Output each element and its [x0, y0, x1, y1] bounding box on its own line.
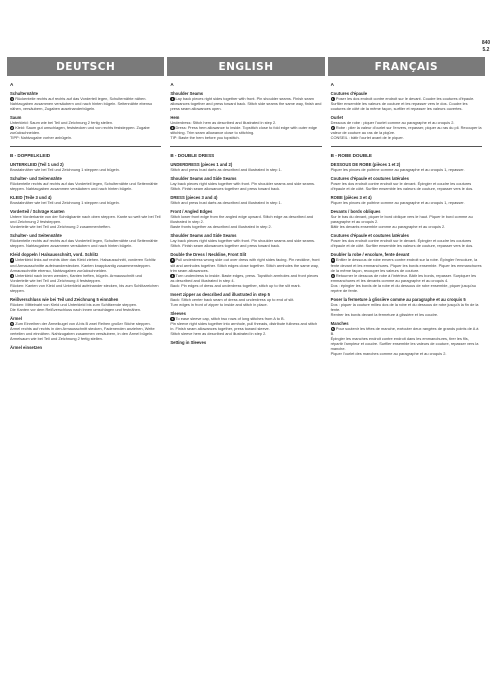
instruction-paragraph	[331, 125, 482, 135]
instruction-paragraph	[170, 135, 321, 140]
step-number-badge: 4	[331, 273, 334, 278]
step-heading: Setting in Sleeves	[170, 339, 207, 345]
step-heading: Ärmel einsetzen	[10, 344, 43, 350]
step-heading: Kleid doppeln / Halsausschnitt, vord. Schlitz	[10, 252, 99, 258]
step-heading: Shoulder Seams and Side Seams	[170, 176, 237, 182]
step-number-badge: 3	[331, 258, 334, 263]
paragraph-text: Pour soutenir les têtes de manche, exécuter deux rangées de grands points de A à B.	[330, 325, 479, 336]
step-heading: Devants / bords obliques	[330, 209, 381, 215]
paragraph-text: CONSEIL : bâtir l'ourlet avant de le piquer.	[330, 135, 404, 141]
paragraph-text: Dress: Press hem allowance to inside. Topstitch close to fold edge with outer edge stitching. Trim seam allowance close to stitching.	[170, 125, 318, 136]
step-number-badge: 4	[11, 273, 13, 278]
instruction-paragraph	[331, 283, 482, 293]
paragraph-text: Baste fronts together as described and illustrated in step 2.	[170, 224, 272, 230]
paragraph-text: Stitch and press bust darts as described and illustrated in step 1.	[170, 200, 282, 206]
paragraph-text: Épingler les manches endroit contre endroit dans les emmanchures, tirer les fils, répartir l'ampleur et coudre. Surfiler ensemble les valeurs de couture, repasser vers la manche.	[330, 335, 479, 351]
instruction-paragraph	[170, 181, 321, 191]
instruction-paragraph	[331, 302, 482, 312]
instruction-paragraph	[170, 238, 321, 248]
step-heading: Reißverschluss wie bei Teil und Zeichnung 5 einnähen	[10, 296, 119, 302]
instruction-paragraph	[10, 283, 161, 293]
paragraph-text: Poser les dos endroit contre endroit sur le devant. Épingler et coudre les coutures d'épaule et de côté. Surfiler ensemble les valeurs de couture, repasser vers le dos.	[330, 181, 474, 192]
instruction-paragraph	[170, 96, 321, 111]
paragraph-text: Rentrer les bords devant la fermeture à glissière et les coudre.	[330, 311, 439, 317]
section-divider	[331, 146, 482, 147]
paragraph-text: Dos : épingler les bords de la robe et du dessous de robe ensemble, piquer jusqu'au repère de fente.	[330, 282, 476, 293]
paragraph-text: Stitch lower front edge from the angled edge upward. Stitch edge as described and illustrated in step 2.	[170, 214, 314, 225]
instruction-paragraph	[331, 96, 482, 111]
instruction-paragraph	[170, 283, 321, 288]
instruction-paragraph	[331, 257, 482, 272]
paragraph-text: Back: Stitch center back seam of dress and underdress up to end of slit.	[170, 296, 295, 302]
paragraph-text: Stitch sleeve hem as described and illustrated in step 2.	[170, 330, 267, 336]
instruction-paragraph	[331, 336, 482, 351]
step-heading: UNDERDRESS (pieces 1 and 2)	[170, 162, 233, 168]
instruction-paragraph	[170, 331, 321, 336]
paragraph-text: Unterkleid links auf rechts über das Kleid ziehen. Halsausschnitt, vorderen Schlitz und Armausschnitte aufeinanderstecken. Kanten knappkantig zusammensteppen. Armausschnitte ebenso, Nahtzugaben zurückschneiden.	[10, 257, 156, 273]
paragraph-text: Rückenteile rechts auf rechts auf das Vorderteil legen, Schulternähte nähen. Nahtzugaben zusammen versäubern und nach hinten bügeln. Seitennähte ebenso nähen, versäubern, Zugaben auseinanderbügeln.	[10, 96, 153, 112]
paragraph-text: Robe : plier la valeur d'ourlet sur l'envers, repasser, piquer au ras du pli. Recouper la valeur de couture au ras de la piqûre.	[330, 125, 482, 136]
paragraph-text: Piquer les pinces de poitrine comme au paragraphe et au croquis 1, repasser.	[330, 200, 465, 206]
instruction-paragraph	[10, 96, 161, 111]
step-heading: Schulternähte	[10, 91, 38, 96]
step-heading: Shoulder Seams and Side Seams	[170, 233, 237, 239]
step-heading: Coutures d'épaule et coutures latérales	[330, 233, 409, 239]
paragraph-text: Pull underdress wrong side out over dress with right sides facing. Pin neckline, front slit and armholes together. Stitch edges close together. Stitch armholes the same way, trim seam allowances.	[170, 257, 320, 273]
paragraph-text: Piquer l'ourlet des manches comme au paragraphe et au croquis 2.	[330, 350, 447, 356]
step-heading: Insert zipper as described and illustrated in step 5	[170, 291, 270, 297]
step-number-badge: 1	[171, 97, 174, 101]
step-heading: Coutures d'épaule et coutures latérales	[330, 176, 409, 182]
step-heading: Hem	[170, 115, 180, 121]
paragraph-text: Poser les dos endroit contre endroit sur le devant. Coudre les coutures d'épaule. Surfiler ensemble les valeurs de couture et les repasser vers le dos. Coudre les coutures de côté de la même façon, surfiler et repasser les valeurs ouvertes.	[330, 96, 475, 112]
step-heading: Doubler la robe / encolure, fente devant	[330, 252, 410, 258]
step-number-badge: 3	[11, 258, 13, 263]
step-heading: Shoulder Seams	[170, 91, 204, 96]
paragraph-text: Poser les dos endroit contre endroit sur le devant. Épingler et coudre les coutures d'épaule et de côté. Surfiler ensemble les valeurs de couture, repasser vers le dos.	[330, 238, 474, 249]
instruction-paragraph	[10, 257, 161, 272]
paragraph-text: Kleid: Saum gut umschlagen, feststecken und von rechts feststeppen. Zugabe zurückschneiden.	[10, 125, 150, 136]
instruction-paragraph	[170, 200, 321, 205]
step-heading: UNTERKLEID (Teil 1 und 2)	[10, 162, 64, 168]
instruction-paragraph	[10, 326, 161, 336]
instruction-paragraph	[10, 125, 161, 135]
paragraph-text: Pin sleeve right sides together into armhole, pull threads, distribute fullness and stitch in. Finish seam allowances together, press toward sleeve.	[170, 320, 318, 331]
instruction-paragraph	[170, 125, 321, 135]
paragraph-text: Underdress: Stitch hem as described and illustrated in step 2.	[170, 120, 277, 126]
step-heading: DESSOUS DE ROBE (pièces 1 et 2)	[330, 162, 401, 168]
paragraph-text: Stitch and press bust darts as described and illustrated in step 1.	[170, 167, 282, 173]
paragraph-text: Dos : piquer la couture milieu dos de la robe et du dessous de robe jusqu'à la fin de la fente.	[330, 301, 479, 312]
paragraph-text: Ärmelsaum wie bei Teil und Zeichnung 2 fertig stellen.	[10, 335, 103, 341]
paragraph-text: Dessous de robe : piquer l'ourlet comme au paragraphe et au croquis 2.	[330, 120, 455, 126]
instruction-paragraph	[10, 214, 161, 224]
section-label: B - DOPPELKLEID	[10, 153, 51, 159]
step-number-badge: 5	[171, 316, 174, 321]
instruction-paragraph	[331, 312, 482, 317]
instruction-paragraph	[10, 181, 161, 191]
instruction-paragraph	[10, 167, 161, 172]
header-english: ENGLISH	[167, 57, 324, 76]
instruction-paragraph	[331, 238, 482, 248]
step-number-badge: 2	[171, 126, 174, 131]
section-divider	[170, 146, 321, 147]
paragraph-text: Back: Pin edges of dress and underdress together, stitch up to the slit mark.	[170, 282, 301, 288]
paragraph-text: Sur le bas du devant, piquer le bord oblique vers le haut. Piquer le bord comme au paragraphe et au croquis 2.	[330, 214, 473, 225]
instruction-paragraph	[331, 351, 482, 356]
paragraph-text: Brustabnäher wie bei Teil und Zeichnung 1 steppen und bügeln.	[10, 200, 120, 206]
step-heading: Schulter- und Seitennähte	[10, 233, 62, 239]
step-heading: Poser la fermeture à glissière comme au paragraphe et au croquis 5	[330, 296, 466, 302]
paragraph-text: TIPP: Nahtzugabe vorher anbügeln.	[10, 135, 73, 141]
instruction-columns	[7, 80, 485, 699]
section-divider	[10, 146, 161, 147]
instruction-paragraph	[10, 307, 161, 312]
paragraph-text: Untere Vorderkante von der Schrägkante nach oben steppen. Kante so weit wie bei Teil und Zeichnung 2 feststeppen.	[10, 214, 161, 225]
column-francais	[328, 80, 485, 699]
instruction-paragraph	[10, 273, 161, 283]
step-number-badge: 2	[11, 126, 13, 131]
step-heading: Ourlet	[330, 115, 343, 121]
paragraph-text: Brustabnäher wie bei Teil und Zeichnung 1 steppen und bügeln.	[10, 167, 120, 173]
column-deutsch	[7, 80, 164, 699]
paragraph-text: Turn edges in front of zipper to inside and stitch in place.	[170, 301, 268, 307]
section-label: A	[170, 82, 174, 87]
paragraph-text: Lay back pieces right sides together with front. Pin shoulder seams and side seams. Stitch. Finish seam allowances together and press toward back.	[170, 181, 316, 192]
section-label: A	[10, 82, 14, 87]
paragraph-text: Turn underdress to inside. Baste edges, press. Topstitch armholes and front pieces as described and illustrated in step 4.	[170, 272, 319, 283]
paragraph-text: Retourner le dessous de robe à l'intérieur. Bâtir les bords, repasser. Surpiquer les emmanchures et les devants comme au paragraphe et au croquis 4.	[330, 272, 477, 283]
paragraph-text: Piquer les pinces de poitrine comme au paragraphe et au croquis 1, repasser.	[330, 167, 465, 173]
step-heading: Coutures d'épaule	[330, 91, 368, 96]
instruction-paragraph	[170, 273, 321, 283]
step-heading: ROBE (pièces 3 et 4)	[330, 195, 372, 201]
step-heading: Schulter- und Seitennähte	[10, 176, 62, 182]
step-heading: Ärmel	[10, 315, 22, 321]
instruction-paragraph	[331, 167, 482, 172]
header-deutsch: DEUTSCH	[7, 57, 164, 76]
paragraph-text: Vorderteile wie bei Teil und Zeichnung 2 zusammenheften.	[10, 224, 111, 230]
instruction-paragraph	[10, 336, 161, 341]
step-heading: Saum	[10, 115, 22, 121]
step-heading: Manches	[330, 320, 349, 326]
paragraph-text: Unterkleid: Saum wie bei Teil und Zeichnung 2 fertig stellen.	[10, 120, 114, 126]
instruction-paragraph	[170, 321, 321, 331]
paragraph-text: TIP: Baste the hem before you topstitch.	[170, 135, 240, 141]
instruction-paragraph	[331, 135, 482, 140]
language-header-row	[7, 57, 485, 76]
instruction-paragraph	[170, 257, 321, 272]
instruction-paragraph	[331, 273, 482, 283]
instruction-paragraph	[331, 181, 482, 191]
paragraph-text: Rücken: Mittelnaht von Kleid und Unterkleid bis zum Schlitzende steppen.	[10, 301, 138, 307]
step-number-badge: 5	[11, 321, 13, 326]
paragraph-text: Rückenteile rechts auf rechts auf das Vorderteil legen, Schulternähte und Seitennähte steppen. Nahtzugaben zusammen versäubern und nach hinten bügeln.	[10, 181, 158, 192]
instruction-paragraph	[331, 224, 482, 229]
paragraph-text: Zum Einreihen der Ärmelkugel von A bis B zwei Reihen großer Stiche steppen.	[15, 320, 151, 326]
page-code: 8405.2	[481, 40, 491, 53]
paragraph-text: Lay back pieces right sides together with front. Pin shoulder seams and side seams. Stitch. Finish seam allowances together and press toward back.	[170, 238, 316, 249]
section-label: A	[330, 82, 334, 87]
step-number-badge: 2	[331, 126, 334, 131]
column-english	[167, 80, 324, 699]
header-francais: FRANÇAIS	[328, 57, 485, 76]
instruction-paragraph	[170, 224, 321, 229]
instruction-paragraph	[331, 326, 482, 336]
step-number-badge: 5	[331, 326, 334, 331]
instruction-paragraph	[331, 214, 482, 224]
step-heading: Front / Angled Edges	[170, 209, 213, 215]
step-number-badge: 3	[171, 258, 174, 263]
instruction-paragraph	[10, 200, 161, 205]
paragraph-text: Bâtir les devants ensemble comme au paragraphe et au croquis 2.	[330, 224, 446, 230]
instruction-paragraph	[10, 238, 161, 248]
instruction-paragraph	[10, 224, 161, 229]
instruction-paragraph	[10, 135, 161, 140]
step-heading: Vorderteil / Schräge Kanten	[10, 209, 65, 215]
instruction-paragraph	[170, 302, 321, 307]
paragraph-text: Unterkleid nach innen wenden, Kanten heften, bügeln. Armausschnitt und Vorderteile wie bei Teil und Zeichnung 4 feststeppen.	[10, 272, 142, 283]
step-number-badge: 1	[11, 97, 13, 101]
instruction-paragraph	[170, 167, 321, 172]
step-heading: DRESS (pieces 3 and 4)	[170, 195, 218, 201]
paragraph-text: To ease sleeve cap, stitch two rows of long stitches from A to B.	[175, 315, 285, 321]
step-number-badge: 1	[331, 97, 334, 101]
step-heading: Sleeves	[170, 310, 186, 316]
paragraph-text: Rücken: Kanten von Kleid und Unterkleid aufeinander stecken, bis zum Schlitzzeichen steppen.	[10, 282, 159, 293]
section-label: B - ROBE DOUBLE	[330, 153, 372, 159]
instruction-paragraph	[170, 214, 321, 224]
paragraph-text: Die Kanten vor dem Reißverschluss nach innen umschlagen und festnähen.	[10, 306, 142, 312]
step-heading: KLEID (Teile 3 und 4)	[10, 195, 52, 201]
step-number-badge: 4	[171, 273, 174, 278]
paragraph-text: Ärmel rechts auf rechts in den Armausschnitt stecken, Fadenenden anziehen, Weite verteilen und einnähen. Nahtzugaben zusammen versäubern, in den Ärmel bügeln.	[10, 325, 155, 336]
instruction-paragraph	[331, 200, 482, 205]
paragraph-text: Enfiler le dessous de robe envers contre endroit sur la robe. Épingler l'encolure, la fente devant et les emmanchures. Piquer les bords ensemble. Piquer les emmanchures de la même façon, recouper les valeurs de couture.	[330, 257, 482, 273]
step-heading: Double the Dress / Neckline, Front Slit	[170, 252, 247, 258]
paragraph-text: Lay back pieces right sides together with front. Pin shoulder seams. Finish seam allowances together and press toward back. Stitch side seams the same way, finish and press seam allowances open.	[170, 96, 322, 112]
section-label: B - DOUBLE DRESS	[170, 153, 215, 159]
paragraph-text: Rückenteile rechts auf rechts auf das Vorderteil legen, Schulternähte und Seitennähte steppen. Nahtzugaben zusammen versäubern und nach hinten bügeln.	[10, 238, 158, 249]
